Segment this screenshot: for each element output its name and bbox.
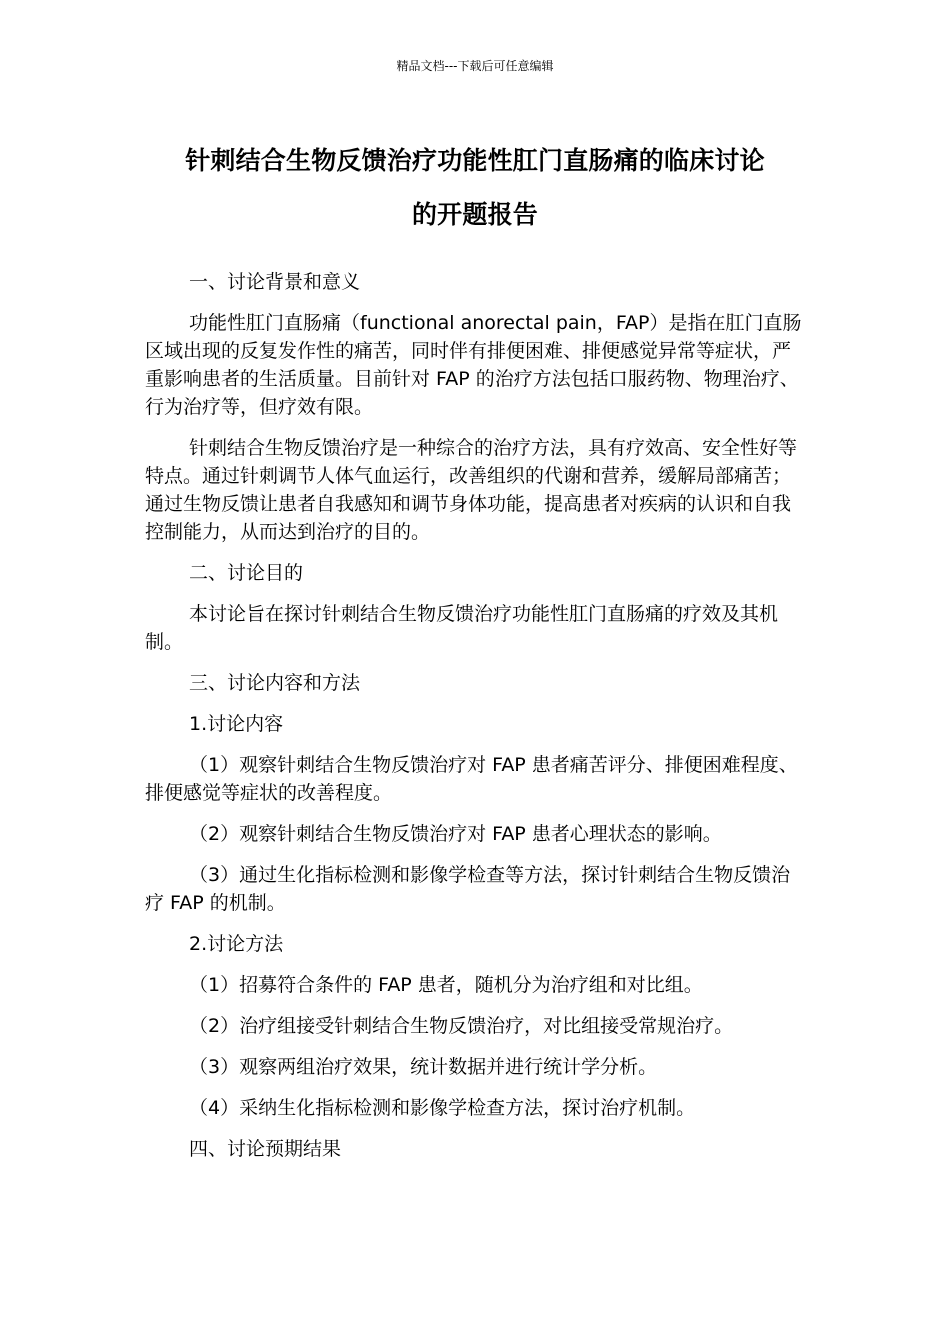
list-item: （2）观察针刺结合生物反馈治疗对 FAP 患者心理状态的影响。: [189, 823, 722, 845]
list-item: （1）招募符合条件的 FAP 患者，随机分为治疗组和对比组。: [189, 974, 703, 996]
list-item: （3）观察两组治疗效果，统计数据并进行统计学分析。: [189, 1056, 658, 1078]
section-heading-background: 一、讨论背景和意义: [189, 271, 361, 293]
title-line-2: 的开题报告: [411, 200, 538, 229]
document-title: [140, 134, 810, 242]
section-heading-purpose: 二、讨论目的: [189, 562, 304, 584]
list-item: （3）通过生化指标检测和影像学检查等方法，探讨针刺结合生物反馈治疗 FAP 的机制。: [145, 864, 791, 914]
subheading-content: 1.讨论内容: [189, 713, 284, 735]
section-heading-expected-results: 四、讨论预期结果: [189, 1138, 342, 1160]
paragraph-treatment-intro: 针刺结合生物反馈治疗是一种综合的治疗方法，具有疗效高、安全性好等特点。通过针刺调节人体气血运行，改善组织的代谢和营养，缓解局部痛苦；通过生物反馈让患者自我感知和调节身体功能，提高患者对疾病的认识和自我控制能力，从而达到治疗的目的。: [145, 437, 798, 543]
list-item: （2）治疗组接受针刺结合生物反馈治疗，对比组接受常规治疗。: [189, 1015, 734, 1037]
title-line-1: 针刺结合生物反馈治疗功能性肛门直肠痛的临床讨论: [185, 146, 765, 175]
subheading-methods: 2.讨论方法: [189, 933, 284, 955]
document-body: [145, 268, 807, 1176]
page-header: 精品文档---下载后可任意编辑: [396, 59, 554, 73]
list-item: （1）观察针刺结合生物反馈治疗对 FAP 患者痛苦评分、排便困难程度、排便感觉等症状的改善程度。: [145, 754, 798, 804]
list-item: （4）采纳生化指标检测和影像学检查方法，探讨治疗机制。: [189, 1097, 696, 1119]
section-heading-content-methods: 三、讨论内容和方法: [189, 672, 361, 694]
paragraph-purpose: 本讨论旨在探讨针刺结合生物反馈治疗功能性肛门直肠痛的疗效及其机制。: [145, 603, 779, 653]
paragraph-fap-definition: 功能性肛门直肠痛（functional anorectal pain，FAP）是指在肛门直肠区域出现的反复发作性的痛苦，同时伴有排便困难、排便感觉异常等症状，严重影响患者的生活质量。目前针对 FAP 的治疗方法包括口服药物、物理治疗、行为治疗等，但疗效有限。: [145, 312, 802, 418]
